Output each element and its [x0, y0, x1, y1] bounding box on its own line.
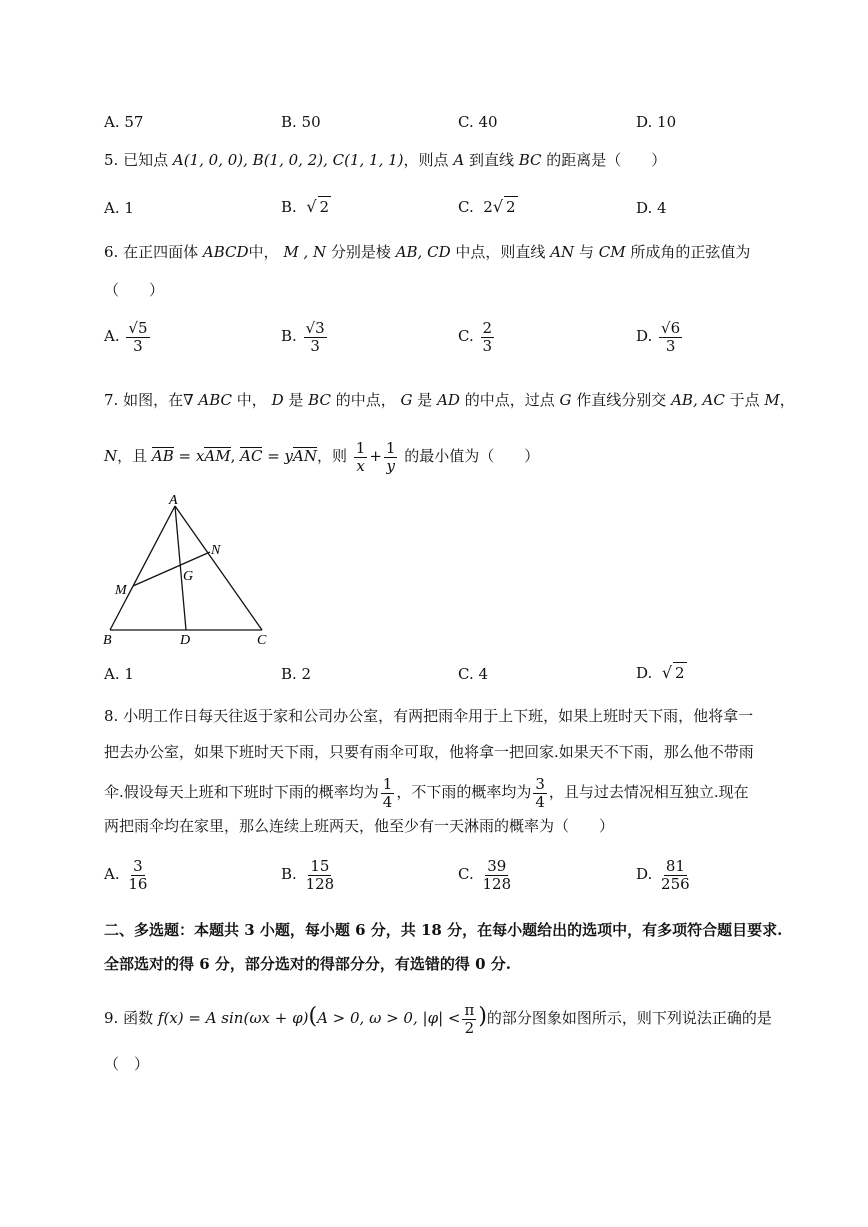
q7-option-d: D. √ 2	[636, 663, 685, 682]
q6-option-c: C. $\frac{2}{3}$	[458, 319, 493, 355]
section2-heading-line1: 二、多选题：本题共 3 小题，每小题 6 分，共 18 分，在每小题给出的选项中，有多项符合题目要求.	[104, 921, 783, 939]
q8-line2: 把去办公室，如果下班时天下雨，只要有雨伞可取，他将拿一把回家.如果天不下雨，那么他不带雨	[104, 743, 754, 761]
label-c: C	[257, 633, 267, 648]
q4-option-a: A. 57	[104, 113, 144, 131]
label-n: N	[211, 543, 221, 558]
q7-stem-line1: 7. 如图，在∇ ABC 中， D 是 BC 的中点， G 是 AD 的中点，过点 G 作直线分别交 AB, AC 于点 M，	[104, 391, 795, 409]
q8-line1: 8. 小明工作日每天往返于家和公司办公室，有两把雨伞用于上下班，如果上班时天下雨，他将拿一	[104, 707, 754, 725]
q7-triangle-figure	[95, 490, 295, 650]
q7-option-b: B. 2	[281, 665, 312, 683]
label-d: D	[180, 633, 191, 648]
q5-stem: 5. 已知点 A(1, 0, 0), B(1, 0, 2), C(1, 1, 1)，则点 A 到直线 BC 的距离是（ ）	[104, 151, 667, 169]
q7-option-a: A. 1	[104, 665, 134, 683]
q8-line3: 伞.假设每天上班和下班时下雨的概率均为 $\frac{1}{4}$ ，不下雨的概率均为 $\frac{3}{4}$ ，且与过去情况相互独立.现在	[104, 775, 749, 811]
median-ad	[175, 506, 186, 630]
q6-option-d: D. $\frac{√6}{3}$	[636, 319, 681, 355]
q7-stem-line2: N，且 AB = xAM, AC = yAN，则 $\frac{1}{x}$ + $\frac{1}{y}$ 的最小值为（ ）	[104, 439, 540, 475]
q5-option-a: A. 1	[104, 199, 134, 217]
q4-option-c: C. 40	[458, 113, 498, 131]
label-m: M	[115, 583, 127, 598]
section2-heading-line2: 全部选对的得 6 分，部分选对的得部分分，有选错的得 0 分.	[104, 955, 511, 973]
label-a: A	[169, 493, 178, 508]
q4-option-b: B. 50	[281, 113, 321, 131]
q9-paren: （ ）	[104, 1055, 150, 1073]
q8-line4: 两把雨伞均在家里，那么连续上班两天，他至少有一天淋雨的概率为（ ）	[104, 817, 615, 835]
q6-option-a: A. $\frac{√5}{3}$	[104, 319, 148, 355]
q6-paren: （ ）	[104, 281, 165, 299]
q8-option-d: D. $\frac{81}{256}$	[636, 857, 690, 893]
q8-option-c: C. $\frac{39}{128}$	[458, 857, 512, 893]
label-b: B	[103, 633, 112, 648]
q5-option-c: C. 2√ 2	[458, 197, 516, 216]
q8-option-b: B. $\frac{15}{128}$	[281, 857, 335, 893]
edge-ab	[110, 506, 175, 630]
q9-stem: 9. 函数 f(x) = A sin(ωx + φ)(A > 0, ω > 0, |φ| < $\frac{\pi}{2}$ )的部分图象如图所示，则下列说法正确的是	[104, 1001, 772, 1037]
q5-option-d: D. 4	[636, 199, 667, 217]
edge-ac	[175, 506, 262, 630]
q4-option-d: D. 10	[636, 113, 677, 131]
q6-option-b: B. $\frac{√3}{3}$	[281, 319, 325, 355]
q6-stem: 6. 在正四面体 ABCD中， M , N 分别是棱 AB, CD 中点，则直线 AN 与 CM 所成角的正弦值为	[104, 243, 751, 261]
q5-option-b: B. √ 2	[281, 197, 330, 216]
label-g: G	[183, 569, 194, 584]
q8-option-a: A. $\frac{3}{16}$	[104, 857, 148, 893]
q7-option-c: C. 4	[458, 665, 489, 683]
line-mn	[133, 552, 210, 586]
